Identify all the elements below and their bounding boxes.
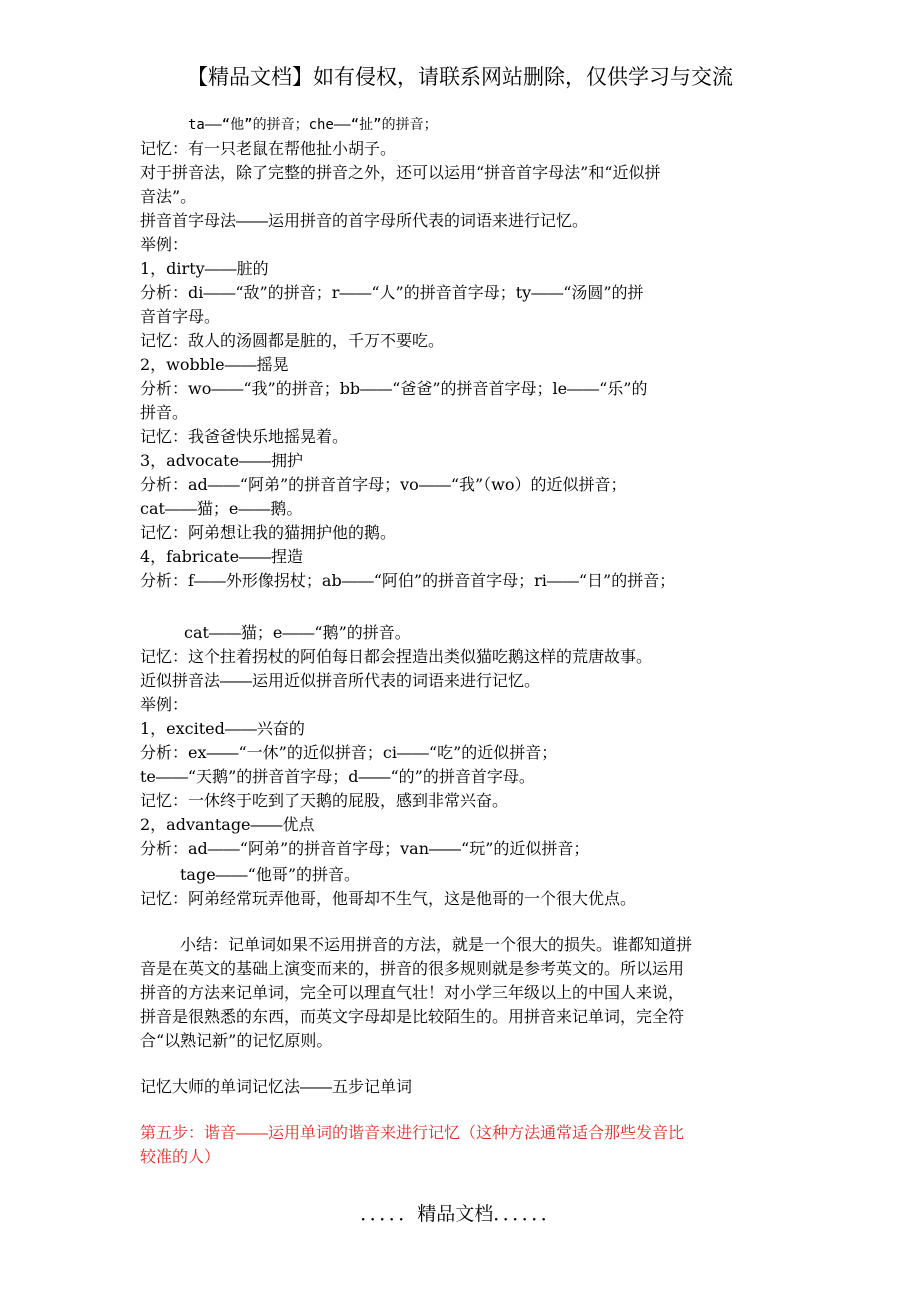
summary-paragraph-line: 合“以熟记新”的记忆原则。	[140, 1031, 333, 1050]
text-line: 记忆：我爸爸快乐地摇晃着。	[140, 427, 349, 446]
example-heading: 1，dirty――脏的	[140, 259, 269, 278]
example-heading: 2，advantage――优点	[140, 815, 315, 834]
summary-paragraph-line: 音是在英文的基础上演变而来的，拼音的很多规则就是参考英文的。所以运用	[140, 959, 685, 978]
page-header: 【精品文档】如有侵权，请联系网站删除，仅供学习与交流	[187, 65, 733, 89]
text-line: 记忆：敌人的汤圆都是脏的，千万不要吃。	[140, 331, 445, 350]
example-heading: 2，wobble――摇晃	[140, 355, 289, 374]
text-line: 分析：f――外形像拐杖；ab――“阿伯”的拼音首字母；ri――“日”的拼音；	[140, 571, 676, 590]
text-line: 拼音首字母法――运用拼音的首字母所代表的词语来进行记忆。	[140, 211, 589, 230]
text-line: te――“天鹅”的拼音首字母；d――“的”的拼音首字母。	[140, 767, 535, 786]
text-line: 举例：	[140, 695, 189, 714]
text-line: cat――猫；e――“鹅”的拼音。	[184, 623, 411, 642]
text-line: 记忆：这个拄着拐杖的阿伯每日都会捏造出类似猫吃鹅这样的荒唐故事。	[140, 647, 653, 666]
text-line: 音法”。	[140, 187, 197, 206]
example-heading: 1，excited――兴奋的	[140, 719, 305, 738]
highlight-line: 较准的人）	[140, 1147, 221, 1166]
text-line: 对于拼音法，除了完整的拼音之外，还可以运用“拼音首字母法”和“近似拼	[140, 163, 661, 182]
text-line: ta――“他”的拼音；che――“扯”的拼音；	[188, 117, 438, 133]
text-line: 分析：ad――“阿弟”的拼音首字母；van――“玩”的近似拼音；	[140, 839, 590, 858]
text-line: 分析：ex――“一休”的近似拼音；ci――“吃”的近似拼音；	[140, 743, 558, 762]
highlight-line: 第五步：谐音――运用单词的谐音来进行记忆（这种方法通常适合那些发音比	[140, 1123, 685, 1142]
text-line: cat――猫；e――鹅。	[140, 499, 303, 518]
text-line: 近似拼音法――运用近似拼音所代表的词语来进行记忆。	[140, 671, 541, 690]
text-line: 记忆：有一只老鼠在帮他扯小胡子。	[140, 139, 397, 158]
text-line: 分析：wo――“我”的拼音；bb――“爸爸”的拼音首字母；le――“乐”的	[140, 379, 648, 398]
text-line: 记忆：阿弟经常玩弄他哥，他哥却不生气，这是他哥的一个很大优点。	[140, 889, 637, 908]
text-line: tage――“他哥”的拼音。	[180, 865, 361, 884]
text-line: 记忆：阿弟想让我的猫拥护他的鹅。	[140, 523, 397, 542]
text-line: 音首字母。	[140, 307, 221, 326]
text-line: 记忆：一休终于吃到了天鹅的屁股，感到非常兴奋。	[140, 791, 509, 810]
example-heading: 4，fabricate――捏造	[140, 547, 304, 566]
text-line: 分析：di――“敌”的拼音；r――“人”的拼音首字母；ty――“汤圆”的拼	[140, 283, 644, 302]
summary-paragraph-line: 小结：记单词如果不运用拼音的方法，就是一个很大的损失。谁都知道拼	[180, 935, 693, 954]
page-footer: ．．．．．精品文档．．．．．．	[360, 1203, 560, 1225]
text-line: 拼音。	[140, 403, 189, 422]
text-line: 分析：ad――“阿弟”的拼音首字母；vo――“我”（wo）的近似拼音；	[140, 475, 627, 494]
text-line: 举例：	[140, 235, 189, 254]
summary-paragraph-line: 拼音是很熟悉的东西，而英文字母却是比较陌生的。用拼音来记单词，完全符	[140, 1007, 685, 1026]
example-heading: 3，advocate――拥护	[140, 451, 304, 470]
section-title: 记忆大师的单词记忆法――五步记单词	[140, 1077, 413, 1096]
summary-paragraph-line: 拼音的方法来记单词，完全可以理直气壮！对小学三年级以上的中国人来说，	[140, 983, 685, 1002]
